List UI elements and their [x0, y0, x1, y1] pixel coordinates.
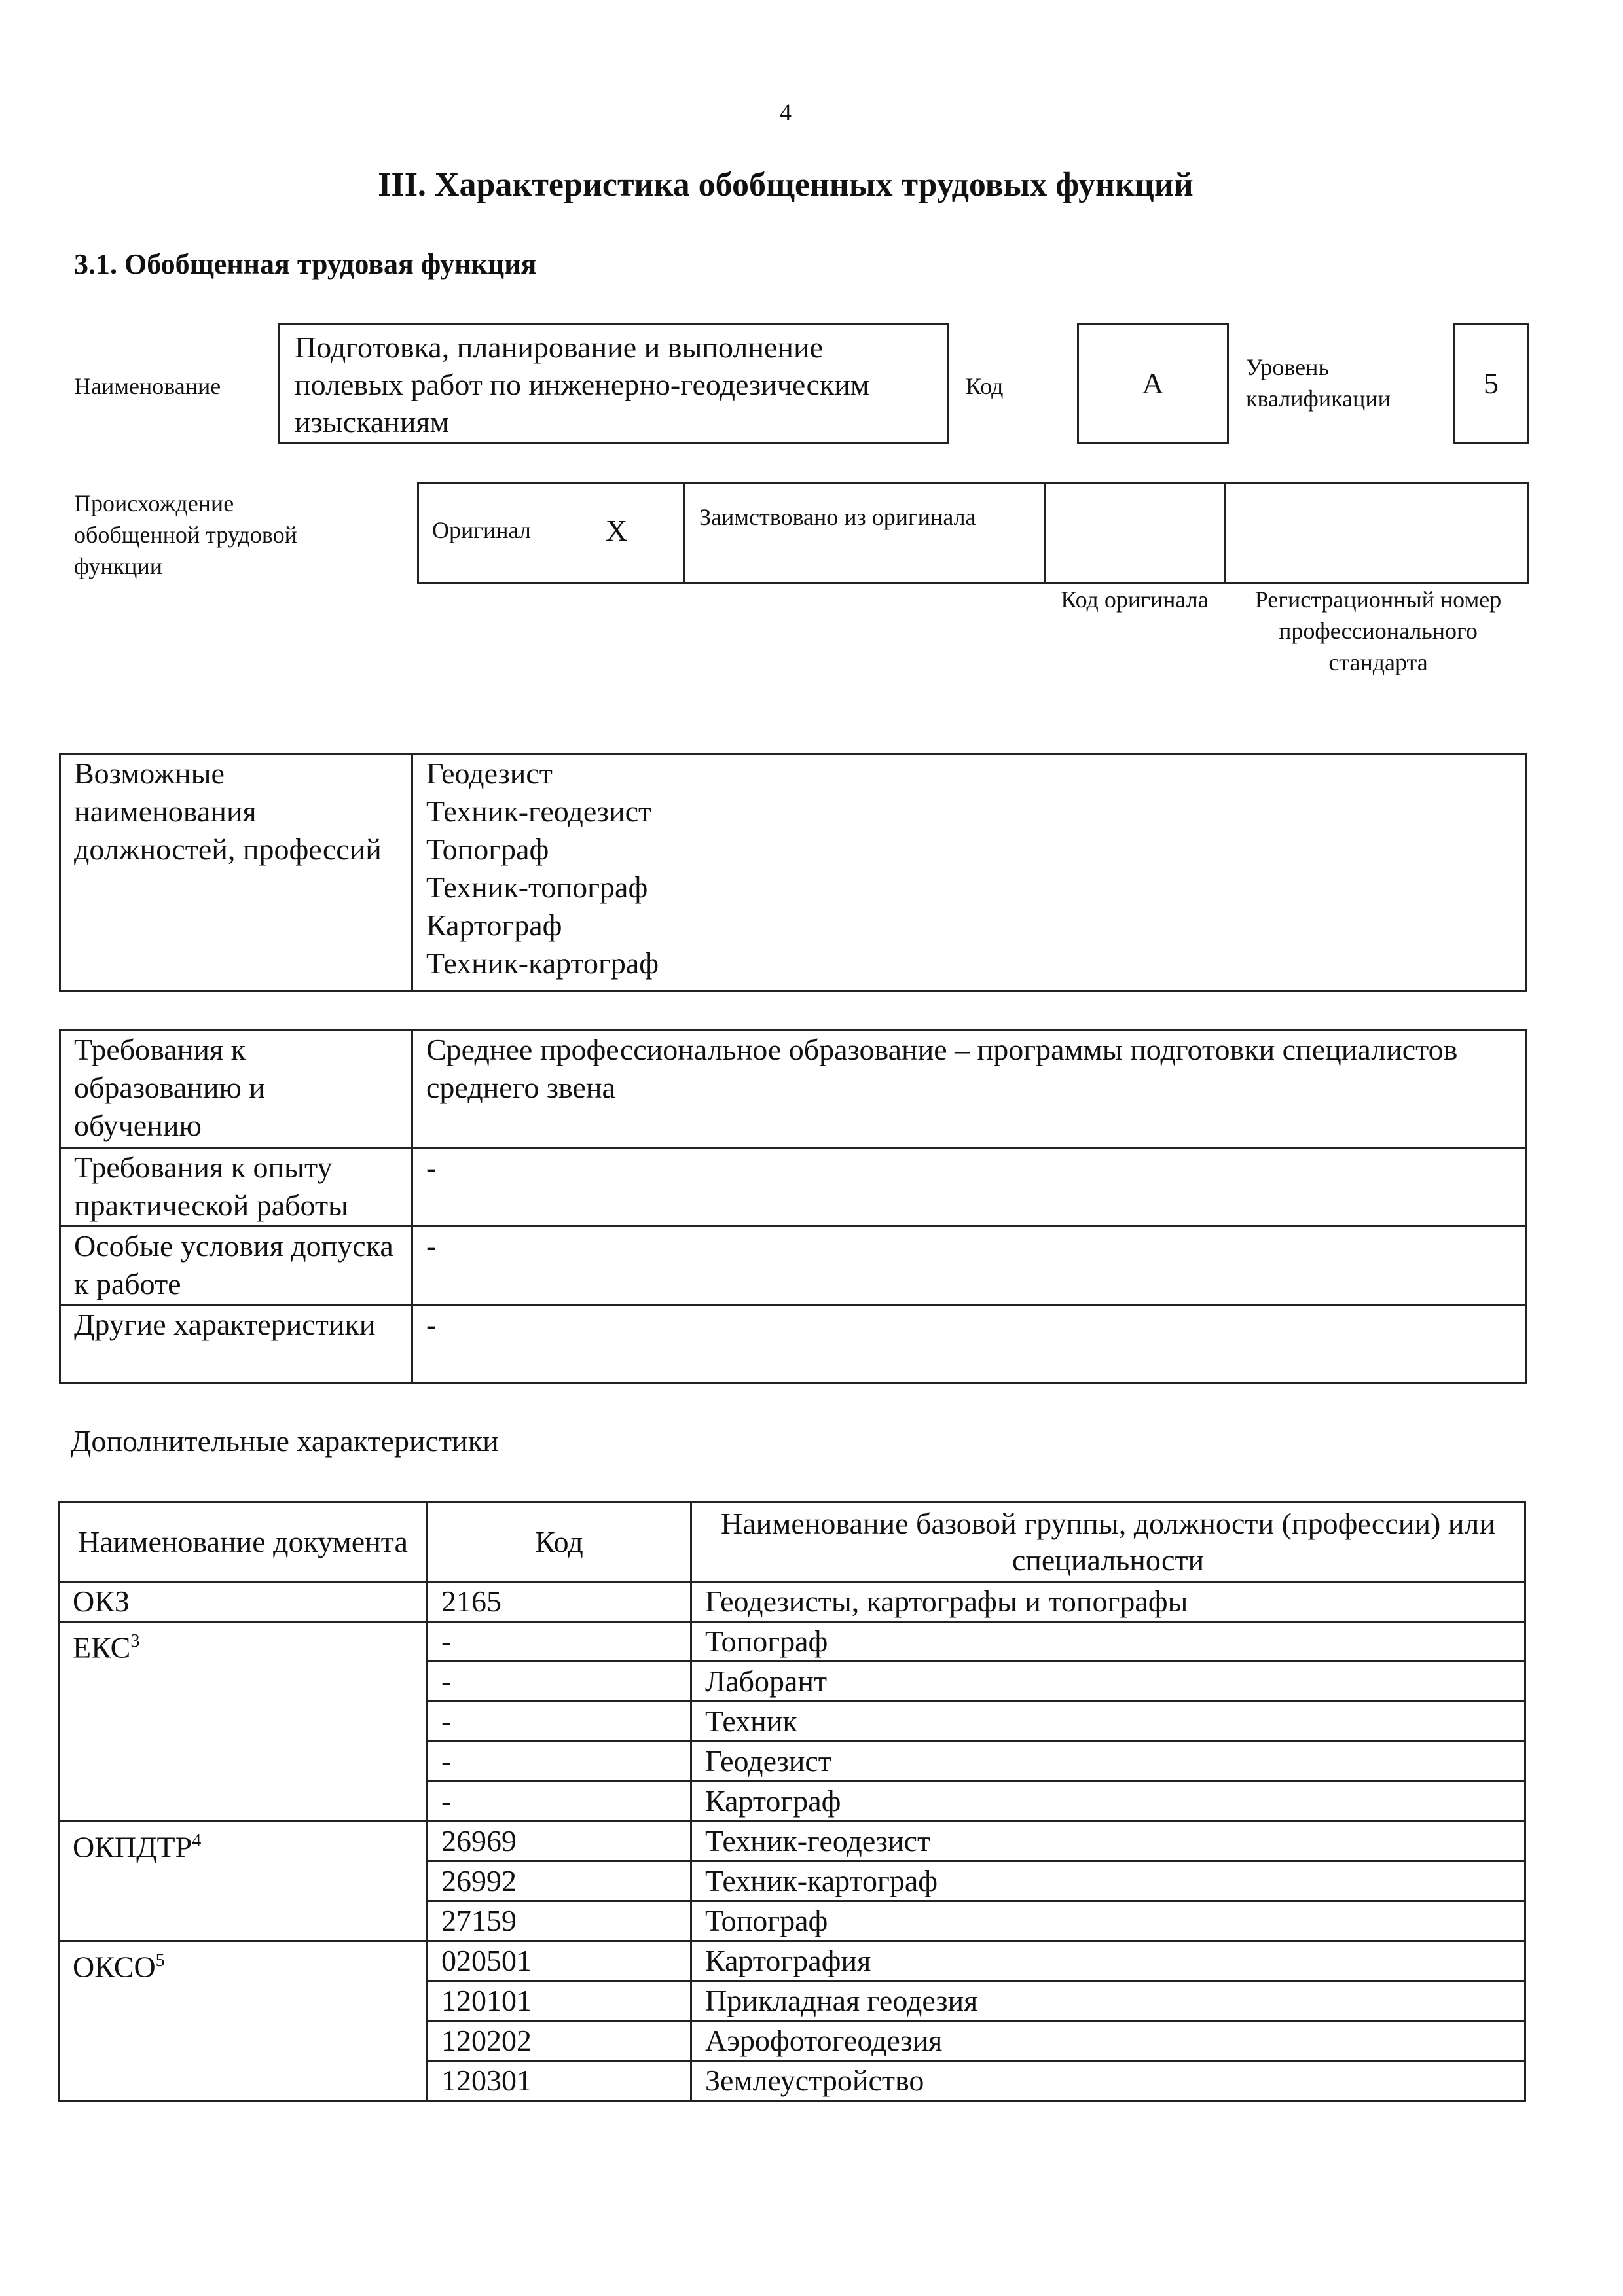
- name-cell: Картография: [691, 1941, 1525, 1981]
- code-cell: 26992: [428, 1861, 691, 1901]
- code-cell: -: [428, 1622, 691, 1662]
- origin-divider-3: [1224, 482, 1226, 584]
- section-title: III. Характеристика обобщенных трудовых функций: [378, 166, 1194, 204]
- code-value-box: [1077, 323, 1229, 444]
- position-item: Картограф: [426, 908, 562, 942]
- position-item: Топограф: [426, 833, 549, 866]
- level-label: Уровень квалификации: [1246, 354, 1391, 412]
- req-label: Требования к образованию и обучению: [60, 1030, 412, 1148]
- name-cell: Техник-геодезист: [691, 1821, 1525, 1861]
- doc-name: ОКСО: [73, 1950, 156, 1984]
- level-value-box: [1453, 323, 1529, 444]
- level-value: 5: [1484, 367, 1499, 400]
- page-number: 4: [780, 99, 792, 125]
- name-cell: Топограф: [691, 1901, 1525, 1941]
- position-item: Техник-геодезист: [426, 795, 652, 828]
- requirements-table: [59, 1029, 1527, 1384]
- original-mark: Х: [606, 513, 628, 547]
- doc-name: ОКЗ: [73, 1585, 130, 1618]
- code-cell: 120202: [428, 2021, 691, 2061]
- additional-title: Дополнительные характеристики: [71, 1424, 499, 1458]
- req-label: Другие характеристики: [60, 1305, 412, 1384]
- code-cell: 120301: [428, 2061, 691, 2101]
- name-cell: Лаборант: [691, 1662, 1525, 1702]
- origin-box: [417, 482, 1529, 584]
- positions-list: [412, 754, 1527, 991]
- regnum-caption: Регистрационный номер профессионального стандарта: [1254, 586, 1502, 675]
- borrowed-label: Заимствовано из оригинала: [699, 504, 976, 530]
- function-name-value: Подготовка, планирование и выполнение полевых работ по инженерно-геодезическим изысканиям: [295, 331, 869, 439]
- doc-cell: [59, 1821, 428, 1941]
- position-item: Техник-топограф: [426, 870, 648, 904]
- code-cell: -: [428, 1702, 691, 1742]
- code-cell: 120101: [428, 1981, 691, 2021]
- footnote-mark: 4: [192, 1831, 202, 1851]
- code-label: Код: [966, 373, 1004, 399]
- code-cell: -: [428, 1742, 691, 1782]
- code-cell: 2165: [428, 1582, 691, 1622]
- code-original-caption: Код оригинала: [1061, 586, 1209, 613]
- doc-cell: [59, 1622, 428, 1821]
- req-value: -: [412, 1148, 1527, 1227]
- subsection-title: 3.1. Обобщенная трудовая функция: [74, 248, 537, 280]
- positions-label: Возможные наименования должностей, профессий: [60, 754, 412, 991]
- name-label: Наименование: [74, 373, 221, 399]
- header-name: Наименование базовой группы, должности (профессии) или специальности: [691, 1502, 1525, 1582]
- name-cell: Геодезист: [691, 1742, 1525, 1782]
- position-item: Техник-картограф: [426, 946, 659, 980]
- function-name-box: [278, 323, 949, 444]
- name-cell: Техник: [691, 1702, 1525, 1742]
- positions-table: [59, 753, 1527, 992]
- doc-cell: [59, 1582, 428, 1622]
- header-doc: Наименование документа: [59, 1502, 428, 1582]
- code-cell: 26969: [428, 1821, 691, 1861]
- origin-divider-1: [683, 482, 685, 584]
- req-value: Среднее профессиональное образование – программы подготовки специалистов среднего звена: [412, 1030, 1527, 1148]
- position-item: Геодезист: [426, 757, 553, 790]
- name-cell: Геодезисты, картографы и топографы: [691, 1582, 1525, 1622]
- name-cell: Прикладная геодезия: [691, 1981, 1525, 2021]
- code-cell: -: [428, 1662, 691, 1702]
- code-value: А: [1142, 367, 1164, 400]
- req-value: -: [412, 1305, 1527, 1384]
- header-code: Код: [428, 1502, 691, 1582]
- footnote-mark: 5: [155, 1950, 165, 1971]
- footnote-mark: 3: [130, 1631, 140, 1651]
- code-cell: 020501: [428, 1941, 691, 1981]
- origin-label: Происхождение обобщенной трудовой функции: [74, 490, 297, 579]
- additional-table: [58, 1501, 1526, 2102]
- code-cell: -: [428, 1782, 691, 1821]
- name-cell: Топограф: [691, 1622, 1525, 1662]
- name-cell: Техник-картограф: [691, 1861, 1525, 1901]
- doc-name: ОКПДТР: [73, 1830, 192, 1864]
- req-label: Требования к опыту практической работы: [60, 1148, 412, 1227]
- origin-divider-2: [1044, 482, 1046, 584]
- doc-cell: [59, 1941, 428, 2101]
- doc-name: ЕКС: [73, 1630, 131, 1664]
- name-cell: Картограф: [691, 1782, 1525, 1821]
- req-value: -: [412, 1227, 1527, 1305]
- original-label: Оригинал: [432, 517, 531, 543]
- name-cell: Аэрофотогеодезия: [691, 2021, 1525, 2061]
- code-cell: 27159: [428, 1901, 691, 1941]
- req-label: Особые условия допуска к работе: [60, 1227, 412, 1305]
- name-cell: Землеустройство: [691, 2061, 1525, 2101]
